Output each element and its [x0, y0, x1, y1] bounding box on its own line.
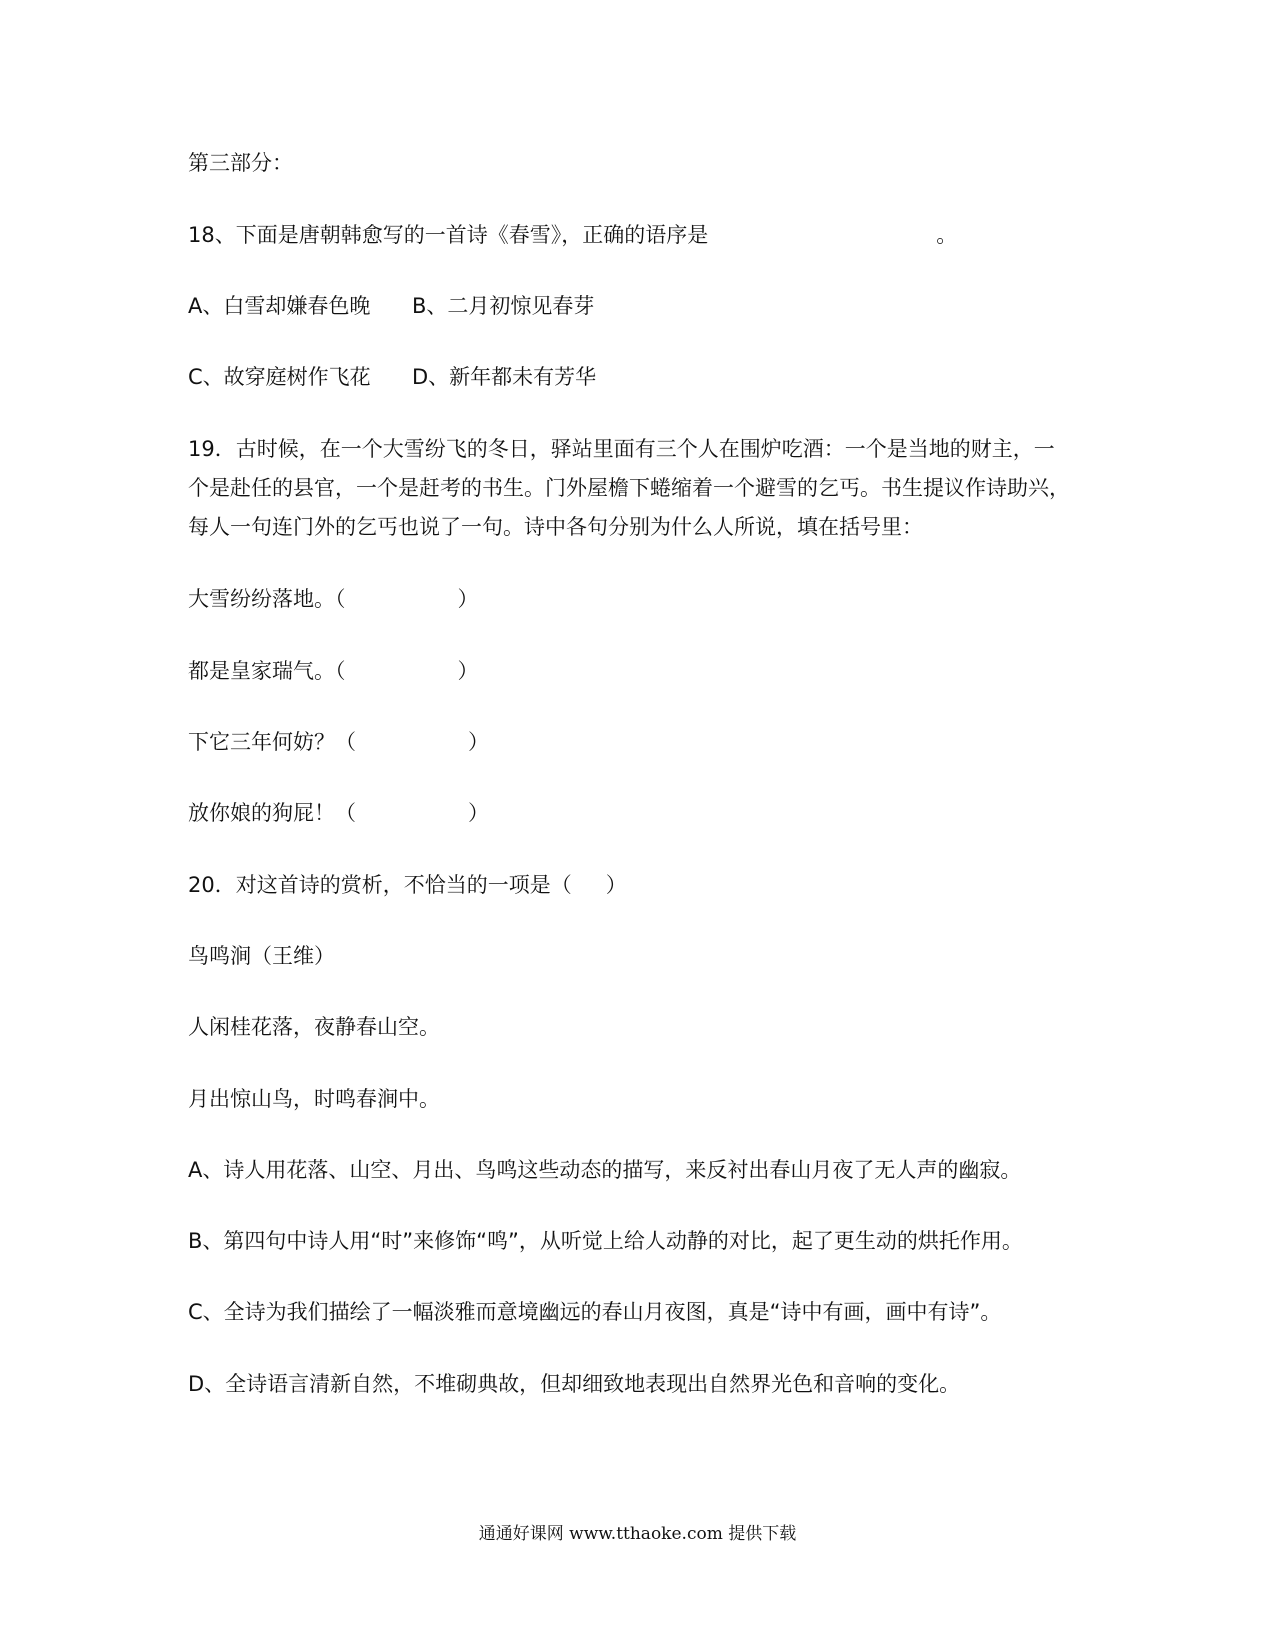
- q19-para-line-1: 19．古时候，在一个大雪纷飞的冬日，驿站里面有三个人在围炉吃酒：一个是当地的财主，一: [188, 437, 1055, 461]
- q20-option-a: A、诗人用花落、山空、月出、鸟鸣这些动态的描写，来反衬出春山月夜了无人声的幽寂。: [188, 1158, 1022, 1182]
- q20-option-d: D、全诗语言清新自然，不堆砌典故，但却细致地表现出自然界光色和音响的变化。: [188, 1372, 961, 1396]
- q18-option-c: C、故穿庭树作飞花: [188, 365, 371, 389]
- section-title: 第三部分：: [188, 151, 293, 175]
- q18-prompt: 18、下面是唐朝韩愈写的一首诗《春雪》，正确的语序是: [188, 223, 709, 247]
- open-paren: （: [335, 587, 346, 611]
- q18-options-row-1: [188, 292, 594, 320]
- q19-line-2: [188, 657, 479, 685]
- q20-prompt-line: [188, 871, 627, 899]
- open-paren: （: [335, 730, 356, 754]
- q19-para-line-3: 每人一句连门外的乞丐也说了一句。诗中各句分别为什么人所说，填在括号里：: [188, 515, 923, 539]
- close-paren: ）: [457, 587, 479, 611]
- q19-line-text: 放你娘的狗屁！: [188, 801, 335, 825]
- q19-line-3: [188, 728, 489, 756]
- q19-line-text: 下它三年何妨？: [188, 730, 335, 754]
- footer-credit: 通通好课网 www.tthaoke.com 提供下载: [478, 1524, 797, 1544]
- close-paren: ）: [468, 730, 489, 754]
- q19-line-text: 大雪纷纷落地。: [188, 587, 335, 611]
- q18-option-d: D、新年都未有芳华: [412, 365, 597, 389]
- close-paren: ）: [468, 801, 489, 825]
- close-paren: ）: [457, 659, 479, 683]
- q19-line-1: [188, 585, 479, 613]
- q20-option-b: B、第四句中诗人用“时”来修饰“鸣”，从听觉上给人动静的对比，起了更生动的烘托作用。: [188, 1229, 1023, 1253]
- q18-option-a: A、白雪却嫌春色晚: [188, 294, 371, 318]
- poem-title: 鸟鸣涧（王维）: [188, 944, 335, 968]
- q20-option-c: C、全诗为我们描绘了一幅淡雅而意境幽远的春山月夜图，真是“诗中有画，画中有诗”。: [188, 1300, 1002, 1324]
- q18-end: 。: [936, 223, 958, 247]
- q18-prompt-line: [188, 221, 957, 249]
- q20-close-paren: ）: [605, 873, 627, 897]
- q18-options-row-2: [188, 363, 596, 391]
- poem-line-1: 人闲桂花落，夜静春山空。: [188, 1015, 440, 1039]
- q20-prompt: 20．对这首诗的赏析，不恰当的一项是（: [188, 873, 572, 897]
- q19-para-line-2: 个是赴任的县官，一个是赶考的书生。门外屋檐下蜷缩着一个避雪的乞丐。书生提议作诗助兴，: [188, 476, 1070, 500]
- q19-line-text: 都是皇家瑞气。: [188, 659, 335, 683]
- q19-line-4: [188, 799, 489, 827]
- q18-option-b: B、二月初惊见春芽: [412, 294, 595, 318]
- open-paren: （: [335, 801, 356, 825]
- poem-line-2: 月出惊山鸟，时鸣春涧中。: [188, 1087, 440, 1111]
- open-paren: （: [335, 659, 346, 683]
